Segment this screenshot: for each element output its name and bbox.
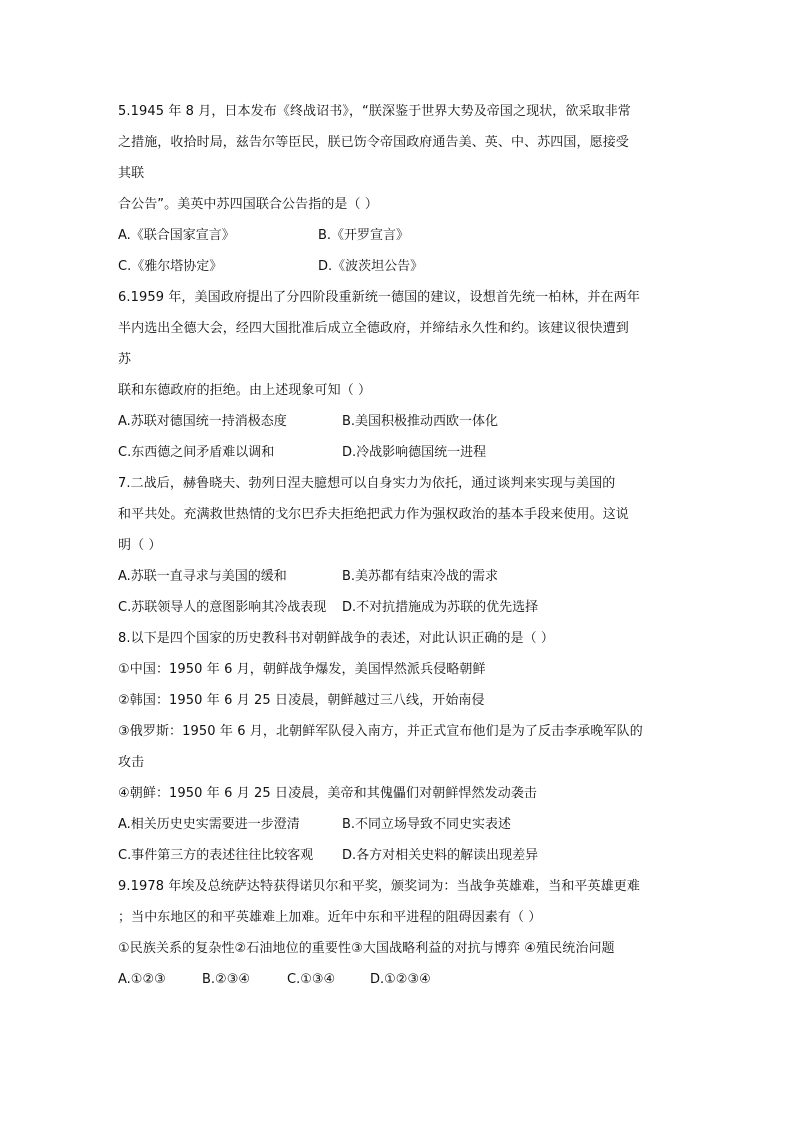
option-c: C.苏联领导人的意图影响其冷战表现 xyxy=(118,600,327,615)
option-d: D.不对抗措施成为苏联的优先选择 xyxy=(342,600,539,615)
options-row xyxy=(118,809,688,840)
question-text-line: ①民族关系的复杂性②石油地位的重要性③大国战略利益的对抗与博弈 ④殖民统治问题 xyxy=(118,941,615,956)
option-a: A.苏联一直寻求与美国的缓和 xyxy=(118,569,287,584)
exam-content xyxy=(118,96,688,995)
options-row xyxy=(118,220,688,251)
question-text-line: 攻击 xyxy=(118,755,145,770)
question-text-line: 9.1978 年埃及总统萨达特获得诺贝尔和平奖，颁奖词为：当战争英雄难，当和平英雄更难 xyxy=(118,879,640,894)
options-row xyxy=(118,406,688,437)
option-d: D.《波茨坦公告》 xyxy=(318,259,424,274)
question-text-line: ①中国：1950 年 6 月，朝鲜战争爆发，美国悍然派兵侵略朝鲜 xyxy=(118,662,486,677)
question-text-line: ④朝鲜：1950 年 6 月 25 日凌晨，美帝和其傀儡们对朝鲜悍然发动袭击 xyxy=(118,786,538,801)
question-text-line: 明（ ） xyxy=(118,538,162,553)
question-9 xyxy=(118,871,688,995)
question-text-line: ③俄罗斯：1950 年 6 月，北朝鲜军队侵入南方，并正式宣布他们是为了反击李承晚军队的 xyxy=(118,724,643,739)
question-text-line: 合公告”。美英中苏四国联合公告指的是（ ） xyxy=(118,197,378,212)
question-text-line: 半内选出全德大会，经四大国批准后成立全德政府，并缔结永久性和约。该建议很快遭到 xyxy=(118,321,629,336)
options-row xyxy=(118,964,688,995)
question-8 xyxy=(118,623,688,871)
option-a: A.①②③ xyxy=(118,972,166,987)
option-c: C.事件第三方的表述往往比较客观 xyxy=(118,848,314,863)
question-text-line: 7.二战后，赫鲁晓夫、勃列日涅夫臆想可以自身实力为依托，通过谈判来实现与美国的 xyxy=(118,476,616,491)
option-b: B.不同立场导致不同史实表述 xyxy=(342,817,512,832)
option-d: D.各方对相关史料的解读出现差异 xyxy=(342,848,539,863)
option-c: C.①③④ xyxy=(287,972,336,987)
options-row xyxy=(118,840,688,871)
option-d: D.冷战影响德国统一进程 xyxy=(342,445,487,460)
question-text-line: 其联 xyxy=(118,166,145,181)
question-6 xyxy=(118,282,688,468)
options-row xyxy=(118,251,688,282)
option-a: A.苏联对德国统一持消极态度 xyxy=(118,414,287,429)
question-text-line: 6.1959 年，美国政府提出了分四阶段重新统一德国的建议，设想首先统一柏林，并在两年 xyxy=(118,290,640,305)
options-row xyxy=(118,437,688,468)
option-c: C.《雅尔塔协定》 xyxy=(118,259,223,274)
question-text-line: ；当中东地区的和平英雄难上加难。近年中东和平进程的阻碍因素有（ ） xyxy=(118,910,542,925)
option-c: C.东西德之间矛盾难以调和 xyxy=(118,445,275,460)
question-text-line: 之措施，收拾时局，兹告尔等臣民，朕已饬令帝国政府通告美、英、中、苏四国，愿接受 xyxy=(118,135,629,150)
question-text-line: ②韩国：1950 年 6 月 25 日凌晨，朝鲜越过三八线，开始南侵 xyxy=(118,693,485,708)
options-row xyxy=(118,592,688,623)
option-a: A.《联合国家宣言》 xyxy=(118,228,235,243)
option-a: A.相关历史史实需要进一步澄清 xyxy=(118,817,300,832)
option-b: B.《开罗宣言》 xyxy=(318,228,410,243)
question-5 xyxy=(118,96,688,282)
question-text-line: 5.1945 年 8 月，日本发布《终战诏书》，“朕深鉴于世界大势及帝国之现状，欲采取非常 xyxy=(118,104,631,119)
question-7 xyxy=(118,468,688,623)
option-d: D.①②③④ xyxy=(370,972,431,987)
question-text-line: 苏 xyxy=(118,352,132,367)
option-b: B.②③④ xyxy=(202,972,251,987)
question-text-line: 和平共处。充满救世热情的戈尔巴乔夫拒绝把武力作为强权政治的基本手段来使用。这说 xyxy=(118,507,629,522)
question-text-line: 联和东德政府的拒绝。由上述现象可知（ ） xyxy=(118,383,372,398)
option-b: B.美国积极推动西欧一体化 xyxy=(342,414,499,429)
option-b: B.美苏都有结束冷战的需求 xyxy=(342,569,499,584)
options-row xyxy=(118,561,688,592)
question-text-line: 8.以下是四个国家的历史教科书对朝鲜战争的表述，对此认识正确的是（ ） xyxy=(118,631,555,646)
